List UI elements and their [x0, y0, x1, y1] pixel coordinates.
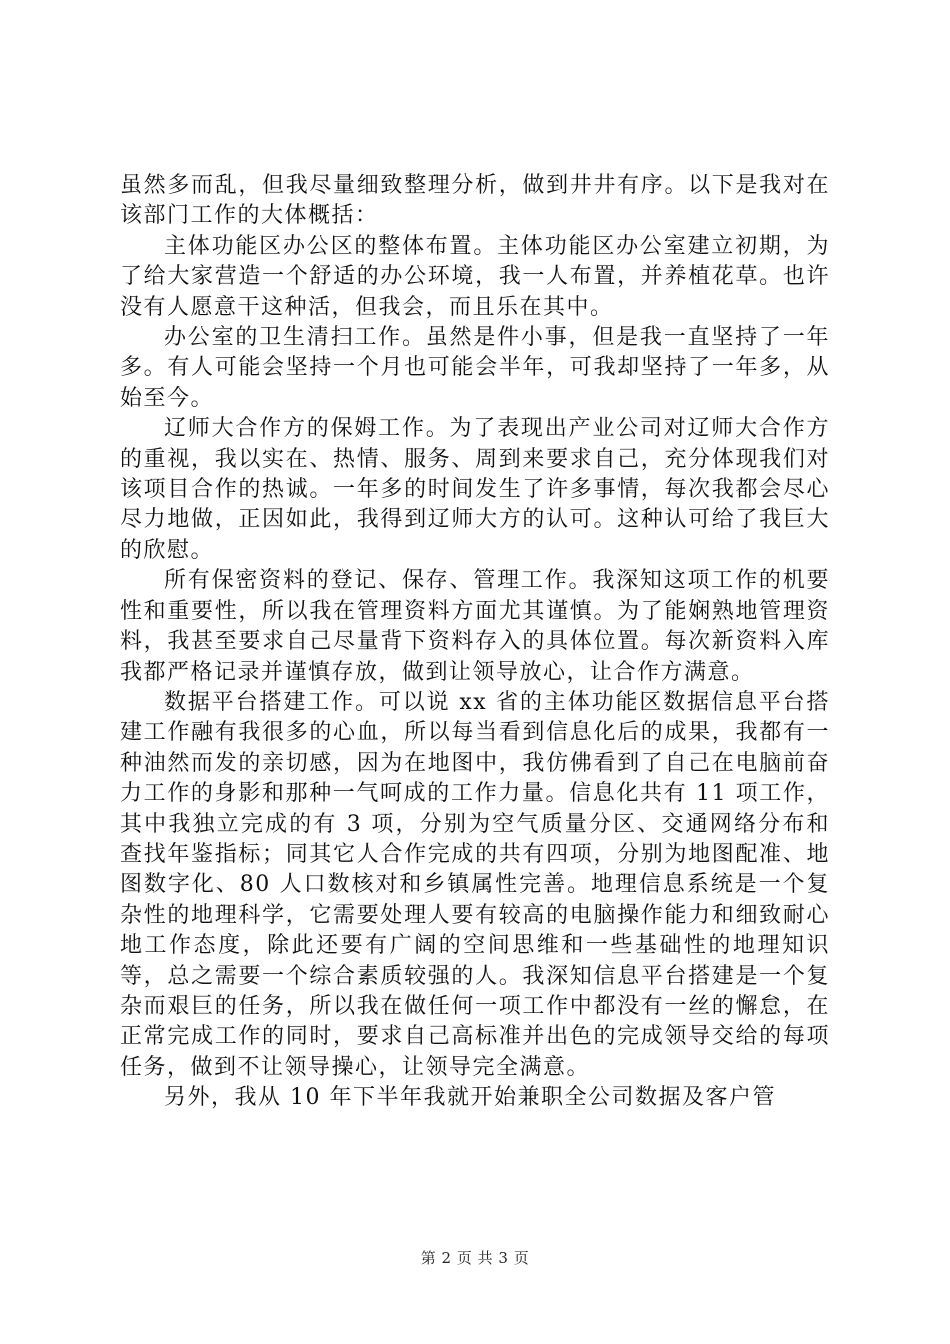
- paragraph-office-cleaning: 办公室的卫生清扫工作。虽然是件小事，但是我一直坚持了一年多。有人可能会坚持一个月也可能会半年，可我却坚持了一年多，从始至今。: [120, 325, 830, 411]
- document-body: [120, 171, 830, 1114]
- page-footer: 第 2 页 共 3 页: [420, 1249, 530, 1267]
- paragraph-office-layout: 主体功能区办公区的整体布置。主体功能区办公室建立初期，为了给大家营造一个舒适的办公环境，我一人布置，并养植花草。也许没有人愿意干这种活，但我会，而且乐在其中。: [120, 233, 830, 320]
- paragraph-data-platform: 数据平台搭建工作。可以说 xx 省的主体功能区数据信息平台搭建工作融有我很多的心血，所以每当看到信息化后的成果，我都有一种油然而发的亲切感，因为在地图中，我仿佛看到了自己在电脑前奋力工作的身影和那种一气呵成的工作力量。信息化共有 11 项工作，其中我独立完成的有 3 项，分别为空气质量分区、交通网络分布和查找年鉴指标；同其它人合作完成的共有四项，分别为地图配准、地图数字化、80 人口数核对和乡镇属性完善。地理信息系统是一个复杂性的地理科学，它需要处理人要有较高的电脑操作能力和细致耐心地工作态度，除此还要有广阔的空间思维和一些基础性的地理知识等，总之需要一个综合素质较强的人。我深知信息平台搭建是一个复杂而艰巨的任务，所以我在做任何一项工作中都没有一丝的懈怠，在正常完成工作的同时，要求自己高标准并出色的完成领导交给的每项任务，做到不让领导操心，让领导完全满意。: [120, 689, 830, 1080]
- paragraph-additional-duties: 另外，我从 10 年下半年我就开始兼职全公司数据及客户管: [164, 1085, 776, 1111]
- paragraph-confidential-files: 所有保密资料的登记、保存、管理工作。我深知这项工作的机要性和重要性，所以我在管理资料方面尤其谨慎。为了能娴熟地管理资料，我甚至要求自己尽量背下资料存入的具体位置。每次新资料入库我都严格记录并谨慎存放，做到让领导放心，让合作方满意。: [120, 568, 830, 685]
- paragraph-partner-support: 辽师大合作方的保姆工作。为了表现出产业公司对辽师大合作方的重视，我以实在、热情、服务、周到来要求自己，充分体现我们对该项目合作的热诚。一年多的时间发生了许多事情，每次我都会尽心尽力地做，正因如此，我得到辽师大方的认可。这种认可给了我巨大的欣慰。: [120, 416, 830, 563]
- paragraph-continued: 虽然多而乱，但我尽量细致整理分析，做到井井有序。以下是我对在该部门工作的大体概括：: [120, 173, 830, 229]
